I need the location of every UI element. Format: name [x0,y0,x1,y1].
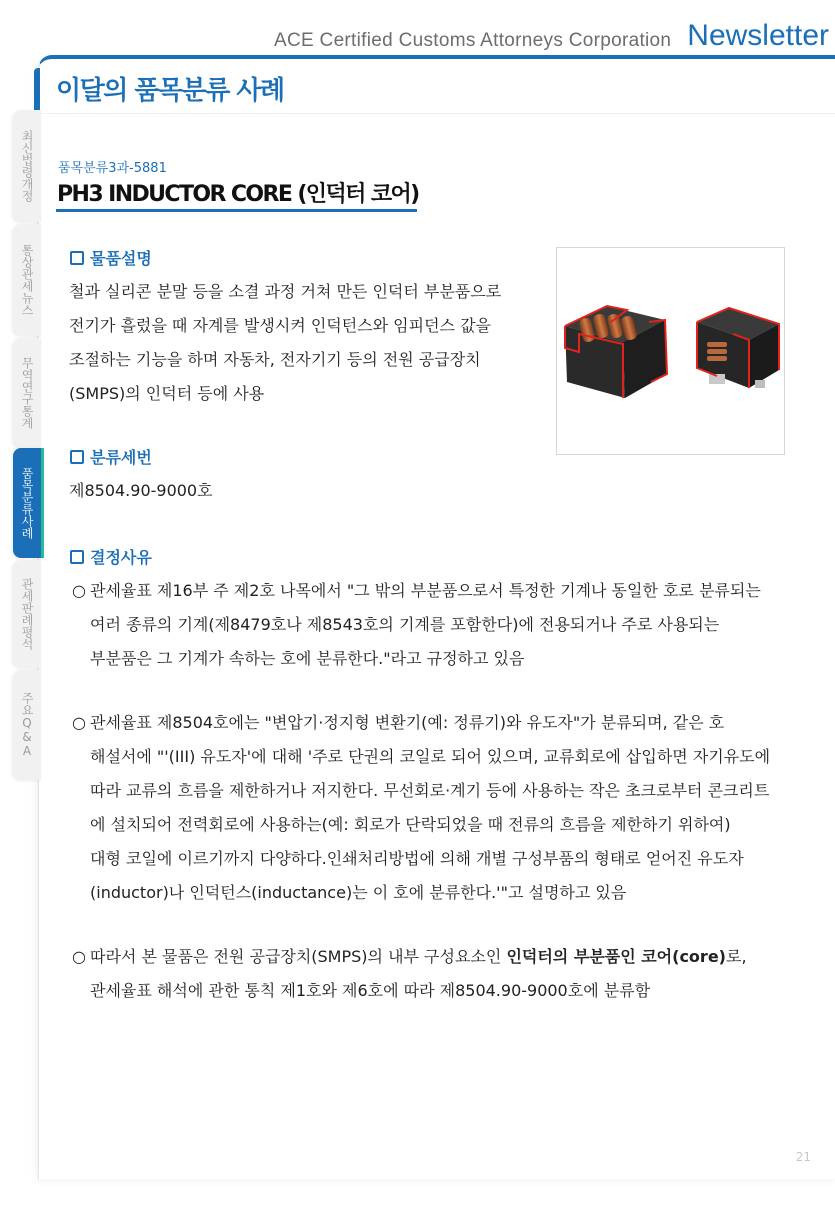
company-name: ACE Certified Customs Attorneys Corporation [274,30,672,51]
reason-line: 관세율표 해석에 관한 통칙 제1호와 제6호에 따라 제8504.90-9000호에 분류함 [90,981,651,1000]
reason-item-2 [72,706,772,910]
reason-item-3 [72,940,772,1008]
reason-emphasis: 인덕터의 부분품인 코어(core) [506,947,726,966]
reason-line: 대형 코일에 이르기까지 다양하다.인쇄처리방법에 의해 개별 구성부품의 형태로 얻어진 유도자 [90,849,744,868]
item-code: 품목분류3과-5881 [58,161,167,176]
circle-bullet-icon: ○ [72,581,86,600]
item-title-underline [56,209,417,212]
reason-line: 에 설치되어 전력회로에 사용하는(예: 회로가 단락되었을 때 전류의 흐름을 제한하기 위하여) [90,815,731,834]
reason-line: 부분품은 그 기계가 속하는 호에 분류한다."라고 규정하고 있음 [90,649,525,668]
reason-line: 관세율표 제8504호에는 "변압기·정지형 변환기(예: 정류기)와 유도자"가 분류되며, 같은 호 [90,713,725,732]
description-line: 전기가 흘렀을 때 자계를 발생시켜 인덕턴스와 임피던스 값을 [69,316,492,335]
decision-heading [70,545,152,568]
tab-label: 최신법령개정 [20,130,34,202]
tab-label: 통상관세뉴스 [20,244,34,316]
inductor-left-icon [565,306,667,398]
tab-trade-news[interactable] [13,224,41,336]
reason-item-1 [72,574,772,676]
item-title: PH3 INDUCTOR CORE (인덕터 코어) [57,182,419,207]
tab-label: 무역연구통계 [20,357,34,429]
title-accent-bar [34,68,40,112]
square-bullet-icon [70,251,84,265]
reason-line: 따라 교류의 흐름을 제한하거나 저지한다. 무선회로·계기 등에 사용하는 작은 초크로부터 콘크리트 [90,781,770,800]
description-line: 조절하는 기능을 하며 자동차, 전자기기 등의 전원 공급장치 [69,350,481,369]
tab-classification-cases[interactable] [13,448,44,558]
square-bullet-icon [70,450,84,464]
classification-heading-text: 분류세번 [90,448,152,467]
description-heading [70,246,152,269]
inductor-core-image [557,248,784,454]
tab-qa[interactable] [13,670,41,780]
reason-line [90,940,772,974]
title-divider [40,113,835,114]
newsletter-title: Newsletter [687,19,829,52]
section-title: 이달의 품목분류 사례 [56,76,284,106]
circle-bullet-icon: ○ [72,947,86,966]
reason-text: 따라서 본 물품은 전원 공급장치(SMPS)의 내부 구성요소인 [90,947,507,966]
tab-trade-research[interactable] [13,338,41,448]
tab-latest-law[interactable] [13,110,41,222]
description-line: 철과 실리콘 분말 등을 소결 과정 거쳐 만든 인덕터 부분품으로 [69,282,502,301]
tab-label: 관세판례평석 [20,578,34,650]
circle-bullet-icon: ○ [72,713,86,732]
reason-line: 해설서에 "'(III) 유도자'에 대해 '주로 단권의 코일로 되어 있으며, 교류회로에 삽입하면 자기유도에 [90,747,771,766]
description-heading-text: 물품설명 [90,249,152,268]
product-photo [556,247,785,455]
description-line: (SMPS)의 인덕터 등에 사용 [69,384,265,403]
description-body [69,275,539,411]
square-bullet-icon [70,550,84,564]
reason-line: 관세율표 제16부 주 제2호 나목에서 "그 밖의 부분품으로서 특정한 기계나 동일한 호로 분류되는 [90,581,761,600]
reason-line: (inductor)나 인덕턴스(inductance)는 이 호에 분류한다.'"고 설명하고 있음 [90,883,627,902]
reason-text: 로, [725,947,747,966]
tab-label: 품목분류사례 [20,467,34,539]
tab-label: 주요Q&A [20,692,34,758]
classification-heading [70,445,152,468]
decision-heading-text: 결정사유 [90,548,152,567]
page-number: 21 [795,1150,811,1164]
tab-customs-cases[interactable] [13,560,41,668]
hs-code-value: 제8504.90-9000호 [69,481,213,500]
reason-line: 여러 종류의 기계(제8479호나 제8543호의 기계를 포함한다)에 전용되거나 주로 사용되는 [90,615,720,634]
inductor-right-icon [697,308,779,388]
